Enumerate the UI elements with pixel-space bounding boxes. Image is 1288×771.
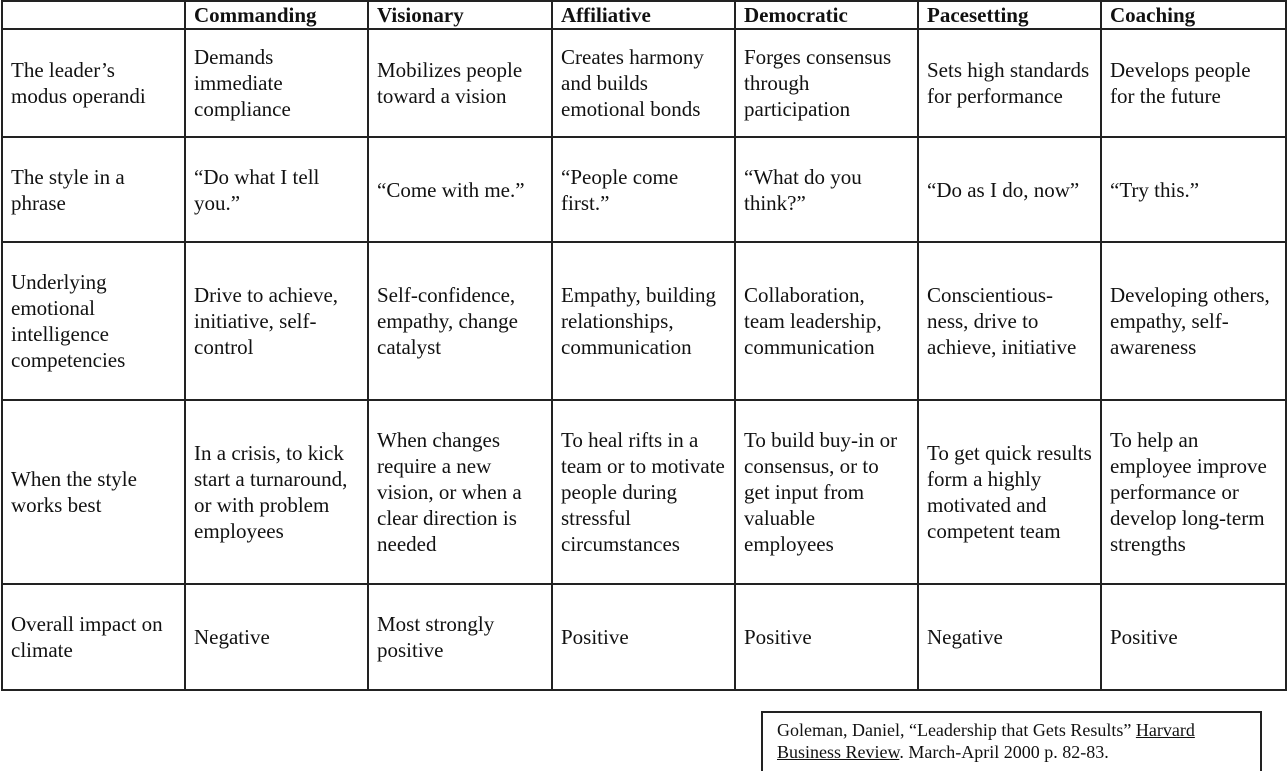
citation-box (761, 711, 1262, 771)
table-cell: “What do you think?” (735, 137, 918, 242)
table-cell: Empathy, building relationships, communication (552, 242, 735, 400)
table-cell: “People come first.” (552, 137, 735, 242)
row-label-works-best: When the style works best (2, 400, 185, 584)
table-cell: To build buy-in or consensus, or to get input from valuable employees (735, 400, 918, 584)
table-cell: Develops people for the future (1101, 29, 1286, 137)
row-label-competencies: Underlying emotional intelligence competencies (2, 242, 185, 400)
table-cell: Self-confidence, empathy, change catalyst (368, 242, 552, 400)
table-cell: Creates harmony and builds emotional bonds (552, 29, 735, 137)
header-row (2, 1, 1286, 29)
citation-details: . March-April 2000 p. 82-83. (899, 742, 1109, 762)
table-row (2, 29, 1286, 137)
table-cell: To heal rifts in a team or to motivate people during stressful circumstances (552, 400, 735, 584)
citation-author: Goleman, Daniel, “Leadership that Gets Results” (777, 720, 1132, 740)
table-cell: Negative (918, 584, 1101, 690)
table-cell: Demands immediate compliance (185, 29, 368, 137)
table-cell: To help an employee improve performance or develop long-term strengths (1101, 400, 1286, 584)
header-corner-cell (2, 1, 185, 29)
row-label-modus-operandi: The leader’s modus operandi (2, 29, 185, 137)
table-cell: “Do as I do, now” (918, 137, 1101, 242)
table-cell: Drive to achieve, initiative, self-control (185, 242, 368, 400)
column-header-visionary: Visionary (368, 1, 552, 29)
row-label-impact: Overall impact on climate (2, 584, 185, 690)
table-cell: Positive (552, 584, 735, 690)
table-cell: Mobilizes people toward a vision (368, 29, 552, 137)
citation-journal: Harvard Business Review (777, 720, 1195, 762)
table-cell: “Do what I tell you.” (185, 137, 368, 242)
table-cell: When changes require a new vision, or when a clear direction is needed (368, 400, 552, 584)
leadership-styles-table (1, 0, 1287, 691)
column-header-coaching: Coaching (1101, 1, 1286, 29)
table-cell: Conscientious-ness, drive to achieve, initiative (918, 242, 1101, 400)
table-cell: Developing others, empathy, self-awareness (1101, 242, 1286, 400)
column-header-pacesetting: Pacesetting (918, 1, 1101, 29)
table-cell: Forges consensus through participation (735, 29, 918, 137)
table-cell: Sets high standards for performance (918, 29, 1101, 137)
column-header-commanding: Commanding (185, 1, 368, 29)
row-label-style-phrase: The style in a phrase (2, 137, 185, 242)
table-cell: In a crisis, to kick start a turnaround, or with problem employees (185, 400, 368, 584)
column-header-democratic: Democratic (735, 1, 918, 29)
table-row (2, 584, 1286, 690)
table-cell: Most strongly positive (368, 584, 552, 690)
table-cell: Positive (1101, 584, 1286, 690)
table-cell: Negative (185, 584, 368, 690)
table-row (2, 137, 1286, 242)
table-row (2, 400, 1286, 584)
table-cell: “Try this.” (1101, 137, 1286, 242)
table-cell: “Come with me.” (368, 137, 552, 242)
table-cell: Collaboration, team leadership, communication (735, 242, 918, 400)
table-cell: To get quick results form a highly motivated and competent team (918, 400, 1101, 584)
table-cell: Positive (735, 584, 918, 690)
table-row (2, 242, 1286, 400)
column-header-affiliative: Affiliative (552, 1, 735, 29)
